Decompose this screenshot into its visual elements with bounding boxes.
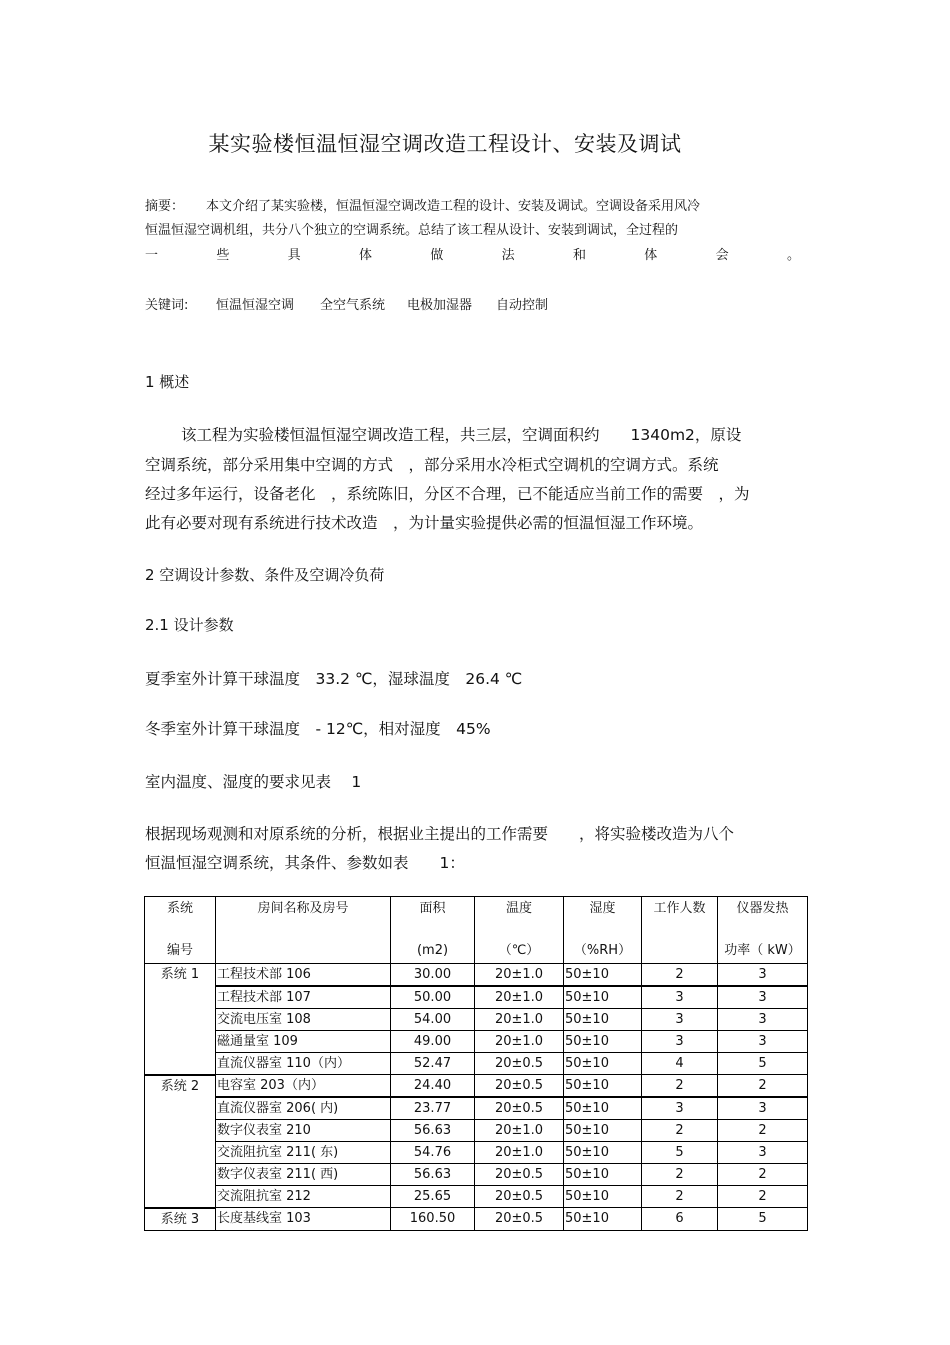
heat-cell: 3: [718, 986, 808, 1009]
abstract-char: 和: [572, 248, 586, 263]
people-cell: 2: [642, 1186, 718, 1208]
humidity-cell: 50±10: [564, 1142, 642, 1164]
table-row: [145, 1142, 808, 1164]
humidity-cell: 50±10: [564, 1097, 642, 1120]
system-cell: 系统 3: [145, 1208, 216, 1231]
abstract-line-3: [145, 244, 800, 263]
room-name-cell: 直流仪器室 206( 内): [216, 1097, 391, 1120]
humidity-cell: 50±10: [564, 1053, 642, 1075]
table-row: [145, 1053, 808, 1075]
humidity-cell: 50±10: [564, 1208, 642, 1231]
area-cell: 25.65: [391, 1186, 475, 1208]
heat-cell: 2: [718, 1075, 808, 1098]
heat-cell: 2: [718, 1164, 808, 1186]
area-cell: 52.47: [391, 1053, 475, 1075]
table-row: [145, 1164, 808, 1186]
abstract-char: 具: [287, 248, 301, 263]
area-cell: 23.77: [391, 1097, 475, 1120]
keyword-item: 全空气系统: [320, 298, 386, 313]
temp-cell: 20±0.5: [475, 1164, 564, 1186]
hvac-system-table: [144, 896, 808, 1231]
header-humidity: 湿度 （%RH）: [564, 897, 642, 964]
document-title: 某实验楼恒温恒湿空调改造工程设计、安装及调试: [208, 132, 682, 156]
temp-cell: 20±0.5: [475, 1053, 564, 1075]
people-cell: 3: [642, 1009, 718, 1031]
humidity-cell: 50±10: [564, 1009, 642, 1031]
table-row: [145, 1120, 808, 1142]
people-cell: 3: [642, 986, 718, 1009]
section-2-1-heading: 2.1 设计参数: [145, 616, 234, 634]
people-cell: 3: [642, 1031, 718, 1053]
room-name-cell: 数字仪表室 211( 西): [216, 1164, 391, 1186]
keyword-item: 自动控制: [496, 298, 549, 313]
people-cell: 2: [642, 1120, 718, 1142]
table-row: [145, 1031, 808, 1053]
area-cell: 30.00: [391, 964, 475, 987]
room-name-cell: 工程技术部 106: [216, 964, 391, 987]
temp-cell: 20±0.5: [475, 1186, 564, 1208]
indoor-requirement: 室内温度、湿度的要求见表 1: [145, 773, 362, 791]
area-cell: 24.40: [391, 1075, 475, 1098]
area-cell: 160.50: [391, 1208, 475, 1231]
people-cell: 4: [642, 1053, 718, 1075]
abstract-char: 会: [715, 248, 729, 263]
heat-cell: 3: [718, 964, 808, 987]
abstract-char: 体: [644, 248, 658, 263]
room-name-cell: 交流阻抗室 212: [216, 1186, 391, 1208]
people-cell: 2: [642, 964, 718, 987]
header-people: 工作人数: [642, 897, 718, 964]
area-cell: 56.63: [391, 1164, 475, 1186]
room-name-cell: 直流仪器室 110（内）: [216, 1053, 391, 1075]
area-cell: 49.00: [391, 1031, 475, 1053]
humidity-cell: 50±10: [564, 986, 642, 1009]
abstract-char: 一: [145, 248, 159, 263]
table-row: [145, 986, 808, 1009]
abstract-char: 些: [216, 248, 230, 263]
section-2-heading: 2 空调设计参数、条件及空调冷负荷: [145, 566, 385, 584]
abstract-line-2: 恒温恒湿空调机组，共分八个独立的空调系统。总结了该工程从设计、安装到调试，全过程的: [145, 223, 679, 238]
humidity-cell: 50±10: [564, 1120, 642, 1142]
area-cell: 56.63: [391, 1120, 475, 1142]
header-area: 面积 (m2): [391, 897, 475, 964]
table-row: [145, 1208, 808, 1231]
area-cell: 54.00: [391, 1009, 475, 1031]
header-room: 房间名称及房号: [216, 897, 391, 964]
paragraph-line: 恒温恒湿空调系统，其条件、参数如表 1：: [145, 854, 465, 872]
header-system: 系统 编号: [145, 897, 216, 964]
table-row: [145, 1186, 808, 1208]
heat-cell: 3: [718, 1097, 808, 1120]
room-name-cell: 数字仪表室 210: [216, 1120, 391, 1142]
paragraph-line: 空调系统，部分采用集中空调的方式 ，部分采用水冷柜式空调机的空调方式。系统: [145, 456, 719, 474]
heat-cell: 5: [718, 1208, 808, 1231]
table-header-row: [145, 897, 808, 964]
table-body: [145, 964, 808, 1231]
room-name-cell: 工程技术部 107: [216, 986, 391, 1009]
paragraph-line: 经过多年运行，设备老化 ，系统陈旧，分区不合理，已不能适应当前工作的需要 ，为: [145, 485, 750, 503]
abstract-text-1: 本文介绍了某实验楼，恒温恒湿空调改造工程的设计、安装及调试。空调设备采用风冷: [206, 199, 701, 214]
temp-cell: 20±1.0: [475, 1120, 564, 1142]
keywords-label: 关键词:: [145, 298, 189, 313]
area-cell: 54.76: [391, 1142, 475, 1164]
humidity-cell: 50±10: [564, 1186, 642, 1208]
people-cell: 5: [642, 1142, 718, 1164]
temp-cell: 20±0.5: [475, 1075, 564, 1098]
humidity-cell: 50±10: [564, 1031, 642, 1053]
room-name-cell: 电容室 203（内）: [216, 1075, 391, 1098]
temp-cell: 20±1.0: [475, 986, 564, 1009]
temp-cell: 20±1.0: [475, 964, 564, 987]
humidity-cell: 50±10: [564, 1164, 642, 1186]
room-name-cell: 交流阻抗室 211( 东): [216, 1142, 391, 1164]
temp-cell: 20±1.0: [475, 1142, 564, 1164]
abstract-char: 做: [430, 248, 444, 263]
room-name-cell: 长度基线室 103: [216, 1208, 391, 1231]
heat-cell: 2: [718, 1120, 808, 1142]
temp-cell: 20±0.5: [475, 1097, 564, 1120]
table-row: [145, 964, 808, 987]
room-name-cell: 交流电压室 108: [216, 1009, 391, 1031]
heat-cell: 3: [718, 1142, 808, 1164]
header-temp: 温度 （℃）: [475, 897, 564, 964]
keyword-item: 恒温恒湿空调: [216, 298, 295, 313]
temp-cell: 20±1.0: [475, 1009, 564, 1031]
table-row: [145, 1097, 808, 1120]
winter-params: 冬季室外计算干球温度 - 12℃，相对湿度 45%: [145, 720, 491, 738]
abstract-line-1: [145, 195, 700, 214]
paragraph-line: 此有必要对现有系统进行技术改造 ，为计量实验提供必需的恒温恒湿工作环境。: [145, 514, 704, 532]
abstract-char: 体: [358, 248, 372, 263]
people-cell: 3: [642, 1097, 718, 1120]
temp-cell: 20±1.0: [475, 1031, 564, 1053]
section-1-heading: 1 概述: [145, 373, 190, 391]
heat-cell: 5: [718, 1053, 808, 1075]
humidity-cell: 50±10: [564, 1075, 642, 1098]
keyword-item: 电极加湿器: [407, 298, 473, 313]
header-heat: 仪器发热 功率（ kW）: [718, 897, 808, 964]
area-cell: 50.00: [391, 986, 475, 1009]
people-cell: 6: [642, 1208, 718, 1231]
room-name-cell: 磁通量室 109: [216, 1031, 391, 1053]
table-row: [145, 1009, 808, 1031]
table-row: [145, 1075, 808, 1098]
paragraph-line: 根据现场观测和对原系统的分析，根据业主提出的工作需要 ，将实验楼改造为八个: [145, 825, 735, 843]
abstract-char: 。: [786, 248, 800, 263]
abstract-char: 法: [501, 248, 515, 263]
system-cell: 系统 2: [145, 1075, 216, 1208]
humidity-cell: 50±10: [564, 964, 642, 987]
heat-cell: 3: [718, 1031, 808, 1053]
abstract-label: 摘要：: [145, 199, 185, 214]
system-cell: 系统 1: [145, 964, 216, 1075]
paragraph-line: 该工程为实验楼恒温恒湿空调改造工程，共三层，空调面积约 1340m2，原设: [181, 426, 742, 444]
heat-cell: 2: [718, 1186, 808, 1208]
heat-cell: 3: [718, 1009, 808, 1031]
temp-cell: 20±0.5: [475, 1208, 564, 1231]
people-cell: 2: [642, 1075, 718, 1098]
people-cell: 2: [642, 1164, 718, 1186]
summer-params: 夏季室外计算干球温度 33.2 ℃，湿球温度 26.4 ℃: [145, 670, 523, 688]
